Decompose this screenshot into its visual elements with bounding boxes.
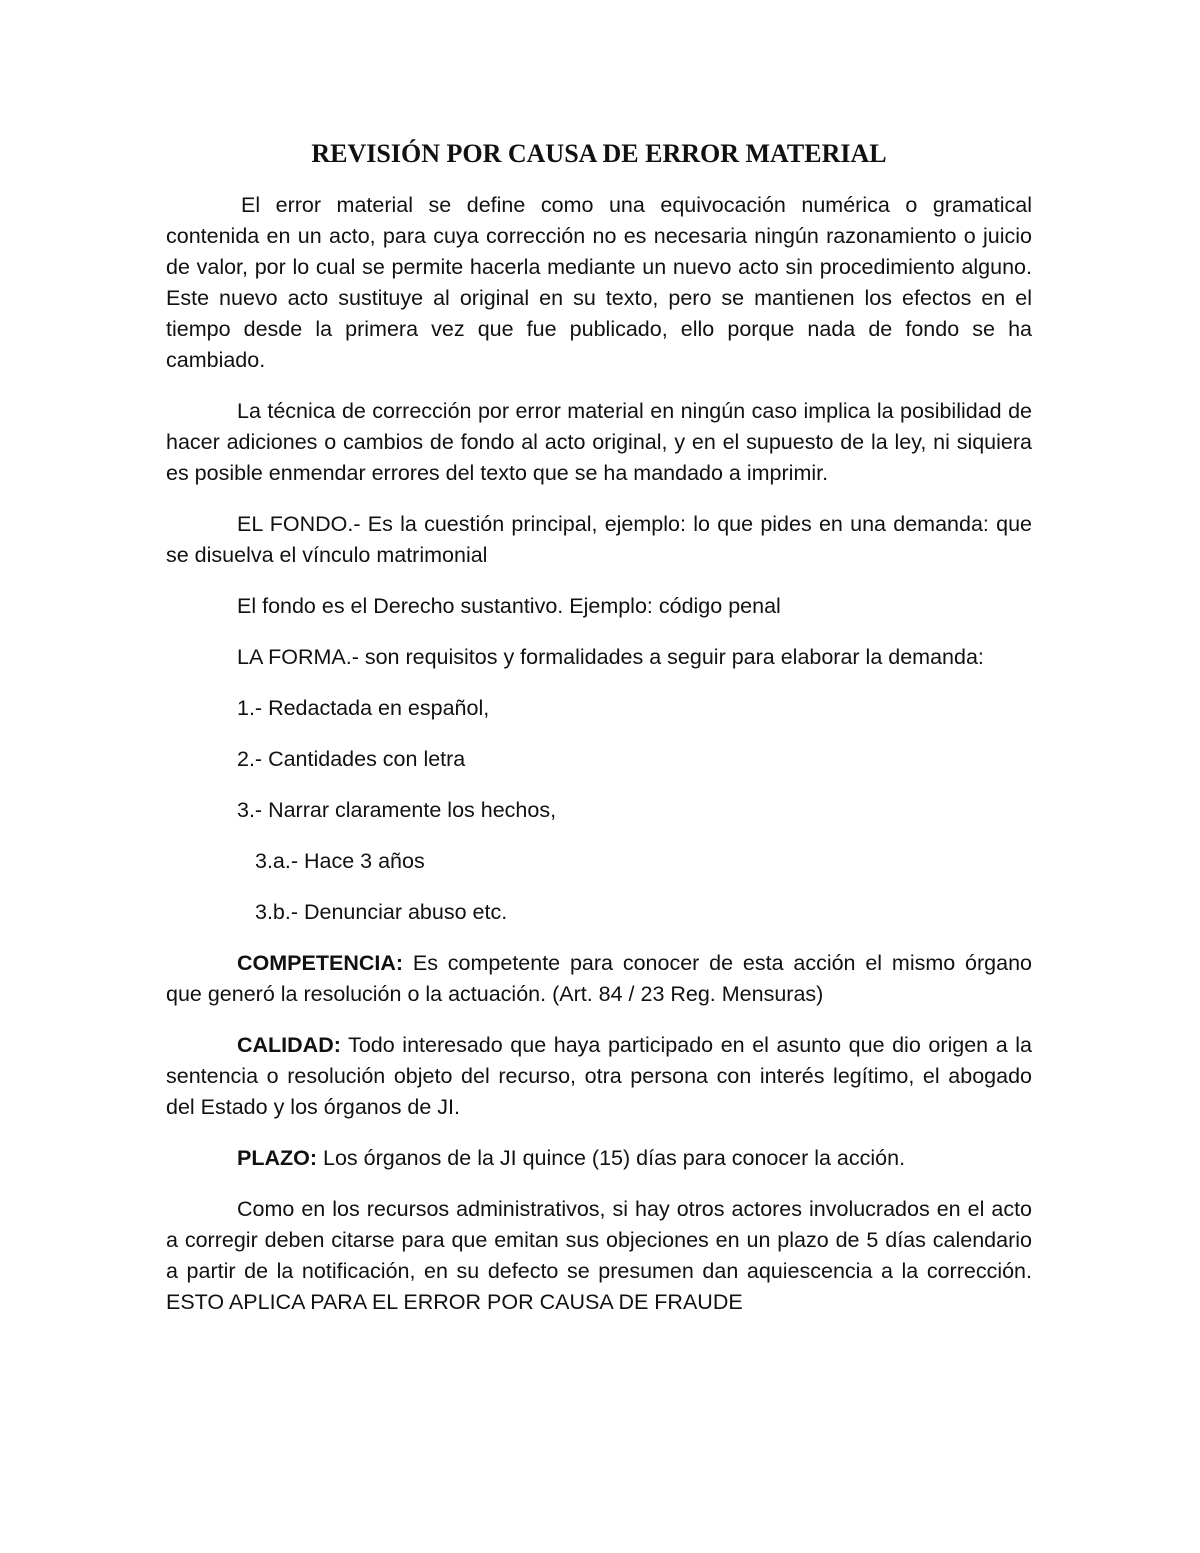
calidad-text: Todo interesado que haya participado en el asunto que dio origen a la sentencia o resolución objeto del recurso, otra persona con interés legítimo, el abogado del Estado y los órganos de JI. (166, 1033, 1032, 1119)
list-item: 3.- Narrar claramente los hechos, (237, 798, 557, 822)
paragraph-la-forma: LA FORMA.- son requisitos y formalidades a seguir para elaborar la demanda: (237, 645, 984, 669)
paragraph-technique: La técnica de corrección por error material en ningún caso implica la posibilidad de hacer adiciones o cambios de fondo al acto original, y en el supuesto de la ley, ni siquiera es posible enmendar errores del texto que se ha mandado a imprimir. (166, 399, 1032, 485)
paragraph-plazo (166, 1143, 1032, 1174)
competencia-text: Es competente para conocer de esta acción el mismo órgano que generó la resolución o la actuación. (Art. 84 / 23 Reg. Mensuras) (166, 951, 1032, 1006)
sublist-item: 3.b.- Denunciar abuso etc. (255, 900, 508, 924)
list-item: 2.- Cantidades con letra (237, 747, 466, 771)
paragraph-calidad (166, 1030, 1032, 1123)
list-item: 1.- Redactada en español, (237, 696, 490, 720)
document-body (166, 136, 1032, 1338)
paragraph-el-fondo: EL FONDO.- Es la cuestión principal, ejemplo: lo que pides en una demanda: que se disuelva el vínculo matrimonial (166, 512, 1032, 567)
paragraph-fondo-derecho: El fondo es el Derecho sustantivo. Ejemplo: código penal (237, 594, 781, 618)
plazo-text: Los órganos de la JI quince (15) días para conocer la acción. (317, 1146, 906, 1170)
paragraph-competencia (166, 948, 1032, 1010)
calidad-label: CALIDAD: (237, 1033, 341, 1057)
paragraph-final: Como en los recursos administrativos, si hay otros actores involucrados en el acto a corregir deben citarse para que emitan sus objeciones en un plazo de 5 días calendario a partir de la notificación, en su defecto se presumen dan aquiescencia a la corrección. ESTO APLICA PARA EL ERROR POR CAUSA DE FRAUDE (166, 1197, 1032, 1314)
paragraph-definition: El error material se define como una equivocación numérica o gramatical contenida en un acto, para cuya corrección no es necesaria ningún razonamiento o juicio de valor, por lo cual se permite hacerla mediante un nuevo acto sin procedimiento alguno. Este nuevo acto sustituye al original en su texto, pero se mantienen los efectos en el tiempo desde la primera vez que fue publicado, ello porque nada de fondo se ha cambiado. (166, 193, 1032, 372)
plazo-label: PLAZO: (237, 1146, 318, 1170)
competencia-label: COMPETENCIA: (237, 951, 404, 975)
sublist-item: 3.a.- Hace 3 años (255, 849, 425, 873)
document-title: REVISIÓN POR CAUSA DE ERROR MATERIAL (311, 139, 887, 168)
